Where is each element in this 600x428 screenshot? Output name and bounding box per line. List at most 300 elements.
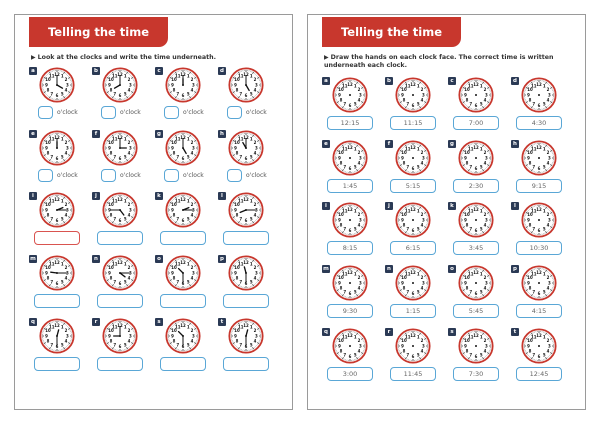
svg-text:7: 7 (176, 91, 180, 97)
svg-text:9: 9 (401, 343, 404, 349)
clock-letter: q (29, 318, 37, 326)
svg-text:1: 1 (353, 83, 357, 89)
svg-text:2: 2 (483, 212, 487, 218)
svg-text:1: 1 (249, 136, 253, 142)
svg-text:7: 7 (406, 352, 410, 358)
svg-text:12: 12 (347, 333, 353, 338)
svg-text:12: 12 (536, 333, 542, 338)
svg-text:7: 7 (176, 342, 180, 348)
svg-text:1: 1 (249, 73, 253, 79)
svg-text:4: 4 (64, 87, 68, 93)
clock-face (165, 192, 201, 228)
svg-text:11: 11 (175, 198, 181, 204)
svg-text:11: 11 (175, 136, 181, 142)
svg-text:7: 7 (50, 91, 54, 97)
answer-box[interactable] (160, 294, 206, 308)
svg-text:5: 5 (353, 101, 357, 107)
svg-text:8: 8 (46, 212, 50, 218)
svg-text:10: 10 (401, 87, 407, 93)
svg-text:4: 4 (253, 212, 257, 218)
svg-text:7: 7 (113, 216, 117, 222)
svg-text:11: 11 (238, 324, 244, 330)
svg-text:12: 12 (243, 260, 249, 265)
svg-text:12: 12 (180, 72, 186, 77)
svg-text:6: 6 (474, 353, 478, 359)
svg-text:8: 8 (465, 348, 469, 354)
svg-text:9: 9 (338, 217, 341, 223)
svg-text:3: 3 (485, 343, 488, 349)
time-label: 4:15 (531, 307, 547, 315)
time-label: 12:15 (340, 119, 360, 127)
svg-text:4: 4 (127, 212, 131, 218)
svg-text:6: 6 (181, 217, 185, 223)
svg-text:9: 9 (108, 270, 111, 276)
svg-text:1: 1 (416, 83, 420, 89)
svg-text:2: 2 (357, 338, 361, 344)
svg-text:6: 6 (348, 227, 352, 233)
clock-letter: j (92, 192, 100, 200)
svg-text:3: 3 (548, 217, 551, 223)
clock-face (165, 67, 201, 103)
svg-text:10: 10 (108, 328, 114, 334)
svg-text:9: 9 (464, 92, 467, 98)
clock-face (39, 192, 75, 228)
svg-text:4: 4 (64, 212, 68, 218)
svg-text:2: 2 (253, 328, 257, 334)
clock-face (102, 318, 138, 354)
svg-text:7: 7 (469, 164, 473, 170)
svg-text:10: 10 (234, 265, 240, 271)
svg-text:4: 4 (546, 285, 550, 291)
svg-text:4: 4 (357, 97, 361, 103)
svg-text:11: 11 (531, 208, 537, 214)
svg-text:12: 12 (347, 207, 353, 212)
svg-text:3: 3 (66, 82, 69, 88)
clock-face (102, 130, 138, 166)
svg-text:7: 7 (50, 216, 54, 222)
time-label: 12:45 (529, 370, 549, 378)
time-box (453, 304, 499, 318)
answer-box[interactable] (97, 357, 143, 371)
svg-text:12: 12 (473, 207, 479, 212)
svg-text:5: 5 (416, 226, 420, 232)
svg-text:6: 6 (348, 165, 352, 171)
svg-text:5: 5 (479, 226, 483, 232)
svg-text:6: 6 (181, 280, 185, 286)
svg-text:9: 9 (527, 155, 530, 161)
svg-text:2: 2 (127, 202, 131, 208)
svg-text:7: 7 (239, 216, 243, 222)
clock-letter: t (218, 318, 226, 326)
svg-text:7: 7 (176, 279, 180, 285)
clock-face (102, 255, 138, 291)
clock-face (395, 77, 431, 113)
svg-text:10: 10 (171, 328, 177, 334)
svg-text:4: 4 (190, 150, 194, 156)
clock-face (521, 77, 557, 113)
svg-text:3: 3 (66, 207, 69, 213)
svg-text:8: 8 (402, 97, 406, 103)
svg-text:7: 7 (469, 226, 473, 232)
svg-text:7: 7 (406, 226, 410, 232)
svg-text:12: 12 (536, 207, 542, 212)
svg-text:8: 8 (528, 348, 532, 354)
svg-text:7: 7 (406, 164, 410, 170)
svg-text:10: 10 (171, 140, 177, 146)
svg-text:12: 12 (180, 197, 186, 202)
answer-box[interactable] (34, 294, 80, 308)
svg-text:8: 8 (528, 97, 532, 103)
svg-text:7: 7 (50, 154, 54, 160)
answer-box[interactable] (38, 106, 53, 119)
clock-face (165, 318, 201, 354)
svg-text:4: 4 (190, 212, 194, 218)
time-label: 2:30 (468, 182, 484, 190)
svg-text:9: 9 (527, 92, 530, 98)
svg-text:10: 10 (527, 150, 533, 156)
svg-text:8: 8 (465, 222, 469, 228)
svg-text:6: 6 (537, 165, 541, 171)
svg-text:9: 9 (527, 343, 530, 349)
clock-letter: o (155, 255, 163, 263)
svg-text:12: 12 (536, 145, 542, 150)
svg-text:12: 12 (347, 82, 353, 87)
svg-text:11: 11 (49, 73, 55, 79)
svg-text:8: 8 (339, 97, 343, 103)
clock-face (332, 77, 368, 113)
svg-text:3: 3 (359, 217, 362, 223)
svg-text:11: 11 (112, 198, 118, 204)
svg-text:2: 2 (420, 87, 424, 93)
svg-text:1: 1 (60, 324, 64, 330)
svg-text:6: 6 (244, 217, 248, 223)
svg-text:2: 2 (127, 265, 131, 271)
time-box (516, 179, 562, 193)
svg-text:3: 3 (129, 207, 132, 213)
svg-text:5: 5 (249, 154, 253, 160)
svg-text:8: 8 (172, 275, 176, 281)
svg-text:9: 9 (464, 343, 467, 349)
svg-text:1: 1 (123, 73, 127, 79)
clock-face (458, 77, 494, 113)
clock-face (39, 130, 75, 166)
answer-box[interactable] (101, 169, 116, 182)
svg-text:4: 4 (420, 348, 424, 354)
svg-text:6: 6 (118, 343, 122, 349)
svg-text:12: 12 (347, 145, 353, 150)
clock-letter: r (92, 318, 100, 326)
svg-text:11: 11 (112, 261, 118, 267)
time-box (327, 304, 373, 318)
answer-box[interactable] (38, 169, 53, 182)
svg-text:9: 9 (527, 280, 530, 286)
svg-text:4: 4 (420, 97, 424, 103)
svg-text:8: 8 (46, 87, 50, 93)
svg-text:10: 10 (234, 202, 240, 208)
svg-text:11: 11 (238, 136, 244, 142)
answer-box[interactable] (223, 357, 269, 371)
svg-text:9: 9 (464, 217, 467, 223)
answer-box[interactable] (34, 357, 80, 371)
clock-letter: j (385, 202, 393, 210)
svg-text:10: 10 (234, 140, 240, 146)
svg-text:8: 8 (46, 275, 50, 281)
svg-text:5: 5 (186, 91, 190, 97)
svg-text:5: 5 (479, 164, 483, 170)
svg-text:7: 7 (469, 289, 473, 295)
svg-text:8: 8 (46, 150, 50, 156)
svg-text:2: 2 (357, 87, 361, 93)
svg-text:4: 4 (546, 97, 550, 103)
svg-text:9: 9 (338, 280, 341, 286)
svg-text:6: 6 (118, 217, 122, 223)
svg-text:10: 10 (464, 150, 470, 156)
svg-text:6: 6 (537, 227, 541, 233)
svg-text:8: 8 (339, 285, 343, 291)
svg-text:12: 12 (410, 145, 416, 150)
svg-text:6: 6 (55, 280, 59, 286)
svg-text:2: 2 (546, 150, 550, 156)
svg-text:3: 3 (255, 333, 258, 339)
svg-text:10: 10 (401, 150, 407, 156)
clock-letter: g (155, 130, 163, 138)
svg-text:2: 2 (64, 265, 68, 271)
svg-text:11: 11 (175, 73, 181, 79)
svg-text:4: 4 (190, 275, 194, 281)
time-box (516, 241, 562, 255)
svg-text:8: 8 (528, 285, 532, 291)
svg-text:1: 1 (186, 261, 190, 267)
clock-letter: m (323, 266, 329, 272)
clock-face (458, 328, 494, 364)
answer-box[interactable] (227, 169, 242, 182)
svg-text:12: 12 (117, 135, 123, 140)
time-box (516, 116, 562, 130)
svg-text:1: 1 (249, 324, 253, 330)
svg-text:11: 11 (49, 261, 55, 267)
svg-text:8: 8 (172, 338, 176, 344)
clock-face (228, 192, 264, 228)
svg-text:3: 3 (548, 92, 551, 98)
clock-letter: o (448, 265, 456, 273)
svg-text:2: 2 (420, 150, 424, 156)
svg-text:3: 3 (66, 145, 69, 151)
oclock-label: o'clock (246, 109, 267, 116)
answer-box[interactable] (101, 106, 116, 119)
svg-text:4: 4 (546, 160, 550, 166)
svg-text:3: 3 (485, 155, 488, 161)
svg-text:10: 10 (45, 140, 51, 146)
svg-text:1: 1 (479, 83, 483, 89)
svg-text:4: 4 (253, 87, 257, 93)
svg-text:11: 11 (531, 334, 537, 340)
svg-text:11: 11 (468, 271, 474, 277)
svg-text:8: 8 (339, 160, 343, 166)
arrow-right-icon: ▶ (31, 54, 36, 61)
svg-text:8: 8 (339, 348, 343, 354)
svg-text:10: 10 (171, 265, 177, 271)
svg-text:12: 12 (473, 333, 479, 338)
answer-box[interactable] (160, 357, 206, 371)
svg-text:6: 6 (348, 290, 352, 296)
svg-text:9: 9 (171, 207, 174, 213)
clock-letter: m (30, 256, 36, 262)
answer-box[interactable] (97, 294, 143, 308)
svg-text:8: 8 (465, 160, 469, 166)
clock-letter: c (155, 67, 163, 75)
svg-text:2: 2 (190, 140, 194, 146)
svg-text:1: 1 (60, 261, 64, 267)
svg-text:7: 7 (532, 101, 536, 107)
svg-text:2: 2 (190, 77, 194, 83)
time-label: 3:00 (342, 370, 358, 378)
svg-text:1: 1 (479, 146, 483, 152)
svg-text:10: 10 (338, 150, 344, 156)
time-label: 11:15 (403, 119, 423, 127)
svg-text:12: 12 (117, 323, 123, 328)
answer-box[interactable] (34, 231, 80, 245)
svg-text:5: 5 (123, 342, 127, 348)
svg-text:4: 4 (64, 338, 68, 344)
svg-text:10: 10 (45, 77, 51, 83)
svg-text:12: 12 (410, 270, 416, 275)
svg-text:10: 10 (338, 212, 344, 218)
svg-text:9: 9 (401, 217, 404, 223)
svg-text:10: 10 (527, 338, 533, 344)
svg-text:8: 8 (172, 212, 176, 218)
svg-text:5: 5 (123, 216, 127, 222)
answer-box[interactable] (160, 231, 206, 245)
svg-text:6: 6 (411, 102, 415, 108)
clock-face (228, 130, 264, 166)
worksheet-read-clocks (14, 14, 293, 410)
svg-text:5: 5 (416, 289, 420, 295)
svg-text:3: 3 (192, 270, 195, 276)
svg-text:4: 4 (64, 150, 68, 156)
svg-text:10: 10 (338, 338, 344, 344)
time-box (327, 241, 373, 255)
svg-text:12: 12 (180, 260, 186, 265)
svg-text:5: 5 (186, 279, 190, 285)
time-box (453, 179, 499, 193)
svg-text:2: 2 (127, 140, 131, 146)
svg-text:4: 4 (483, 97, 487, 103)
svg-text:11: 11 (342, 334, 348, 340)
svg-text:9: 9 (45, 145, 48, 151)
svg-text:7: 7 (532, 226, 536, 232)
svg-text:5: 5 (542, 289, 546, 295)
clock-letter: i (322, 202, 330, 210)
svg-text:9: 9 (45, 207, 48, 213)
svg-text:10: 10 (464, 275, 470, 281)
answer-box[interactable] (164, 169, 179, 182)
clock-letter: r (385, 328, 393, 336)
svg-text:6: 6 (411, 227, 415, 233)
svg-text:6: 6 (474, 227, 478, 233)
svg-text:3: 3 (66, 333, 69, 339)
svg-text:2: 2 (546, 275, 550, 281)
clock-letter: a (29, 67, 37, 75)
clock-face (39, 67, 75, 103)
clock-face (39, 318, 75, 354)
svg-text:1: 1 (186, 136, 190, 142)
svg-text:3: 3 (422, 343, 425, 349)
time-box (390, 367, 436, 381)
svg-text:6: 6 (537, 353, 541, 359)
svg-text:2: 2 (546, 338, 550, 344)
svg-text:5: 5 (249, 91, 253, 97)
answer-box[interactable] (164, 106, 179, 119)
oclock-label: o'clock (120, 172, 141, 179)
time-box (390, 179, 436, 193)
time-box (453, 367, 499, 381)
svg-text:12: 12 (54, 260, 60, 265)
svg-text:2: 2 (253, 202, 257, 208)
answer-box[interactable] (223, 231, 269, 245)
svg-text:5: 5 (542, 164, 546, 170)
svg-text:10: 10 (108, 77, 114, 83)
svg-text:9: 9 (338, 92, 341, 98)
svg-text:9: 9 (108, 145, 111, 151)
svg-text:6: 6 (244, 155, 248, 161)
svg-text:8: 8 (235, 87, 239, 93)
svg-text:9: 9 (338, 155, 341, 161)
svg-text:6: 6 (181, 92, 185, 98)
svg-text:3: 3 (255, 145, 258, 151)
svg-text:8: 8 (465, 97, 469, 103)
svg-text:11: 11 (531, 271, 537, 277)
svg-text:6: 6 (55, 92, 59, 98)
svg-text:1: 1 (186, 198, 190, 204)
svg-text:8: 8 (109, 338, 113, 344)
svg-text:3: 3 (422, 217, 425, 223)
svg-text:7: 7 (50, 342, 54, 348)
svg-text:3: 3 (192, 207, 195, 213)
time-label: 9:15 (531, 182, 547, 190)
svg-text:5: 5 (123, 279, 127, 285)
svg-text:3: 3 (548, 155, 551, 161)
time-box (327, 367, 373, 381)
svg-text:9: 9 (171, 333, 174, 339)
svg-text:7: 7 (343, 226, 347, 232)
answer-box[interactable] (97, 231, 143, 245)
svg-text:10: 10 (527, 87, 533, 93)
answer-box[interactable] (227, 106, 242, 119)
clock-letter: s (155, 318, 163, 326)
svg-text:5: 5 (60, 342, 64, 348)
svg-text:9: 9 (234, 145, 237, 151)
svg-text:5: 5 (542, 226, 546, 232)
svg-text:6: 6 (244, 343, 248, 349)
svg-text:11: 11 (531, 146, 537, 152)
svg-text:2: 2 (483, 150, 487, 156)
time-label: 5:45 (468, 307, 484, 315)
svg-text:1: 1 (60, 136, 64, 142)
svg-text:5: 5 (249, 279, 253, 285)
svg-text:10: 10 (464, 212, 470, 218)
svg-text:7: 7 (176, 154, 180, 160)
svg-text:9: 9 (108, 207, 111, 213)
svg-text:11: 11 (238, 261, 244, 267)
svg-text:7: 7 (469, 101, 473, 107)
svg-text:12: 12 (410, 82, 416, 87)
answer-box[interactable] (223, 294, 269, 308)
svg-text:11: 11 (405, 271, 411, 277)
svg-text:1: 1 (542, 83, 546, 89)
svg-text:1: 1 (353, 146, 357, 152)
svg-text:1: 1 (542, 208, 546, 214)
svg-text:3: 3 (422, 92, 425, 98)
